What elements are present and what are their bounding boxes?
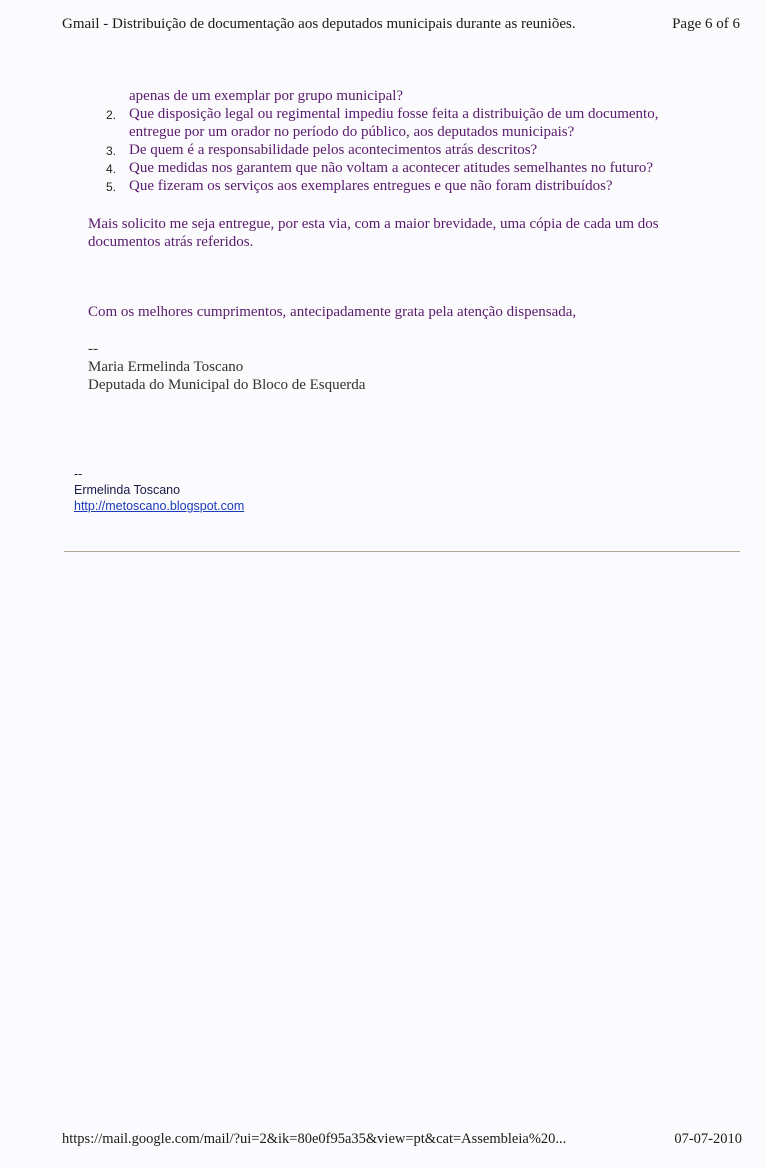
list-item (88, 105, 738, 141)
divider (64, 551, 740, 552)
email-signature (74, 466, 244, 514)
signature-role: Deputada do Municipal do Bloco de Esquerda (88, 377, 366, 393)
footer-date: 07-07-2010 (674, 1131, 742, 1147)
blog-link[interactable]: http://metoscano.blogspot.com (74, 499, 245, 513)
page-number: Page 6 of 6 (672, 16, 740, 32)
signature-separator: -- (88, 341, 98, 357)
list-item (88, 159, 738, 177)
email-subject-title: Gmail - Distribuição de documentação aos deputados municipais durante as reuniões. (62, 16, 576, 32)
question-text-line: Que disposição legal ou regimental impediu fosse feita a distribuição de um documento, (129, 106, 659, 122)
document-request-paragraph: Mais solicito me seja entregue, por esta via, com a maior brevidade, uma cópia de cada um dos documentos atrás referidos. (88, 216, 659, 250)
list-number: 2. (106, 108, 117, 122)
list-item (88, 141, 738, 159)
closing-line: Com os melhores cumprimentos, antecipadamente grata pela atenção dispensada, (88, 304, 577, 320)
question-text-line: Que medidas nos garantem que não voltam a acontecer atitudes semelhantes no futuro? (129, 160, 653, 176)
email-signature-name: Ermelinda Toscano (74, 483, 181, 497)
list-item (88, 177, 738, 195)
list-number: 5. (106, 180, 117, 194)
list-number: 3. (106, 144, 117, 158)
list-number: 4. (106, 162, 117, 176)
signature-name: Maria Ermelinda Toscano (88, 359, 244, 375)
question-text-line: Que fizeram os serviços aos exemplares entregues e que não foram distribuídos? (129, 178, 613, 194)
question-list (88, 105, 738, 195)
email-body (88, 87, 738, 394)
question-continuation: apenas de um exemplar por grupo municipal? (129, 88, 404, 104)
signature-block (88, 340, 738, 394)
email-signature-separator: -- (74, 467, 83, 481)
question-text-line: De quem é a responsabilidade pelos acontecimentos atrás descritos? (129, 142, 538, 158)
question-text-line: entregue por um orador no período do público, aos deputados municipais? (129, 124, 575, 140)
footer-url: https://mail.google.com/mail/?ui=2&ik=80e0f95a35&view=pt&cat=Assembleia%20... (62, 1131, 567, 1147)
